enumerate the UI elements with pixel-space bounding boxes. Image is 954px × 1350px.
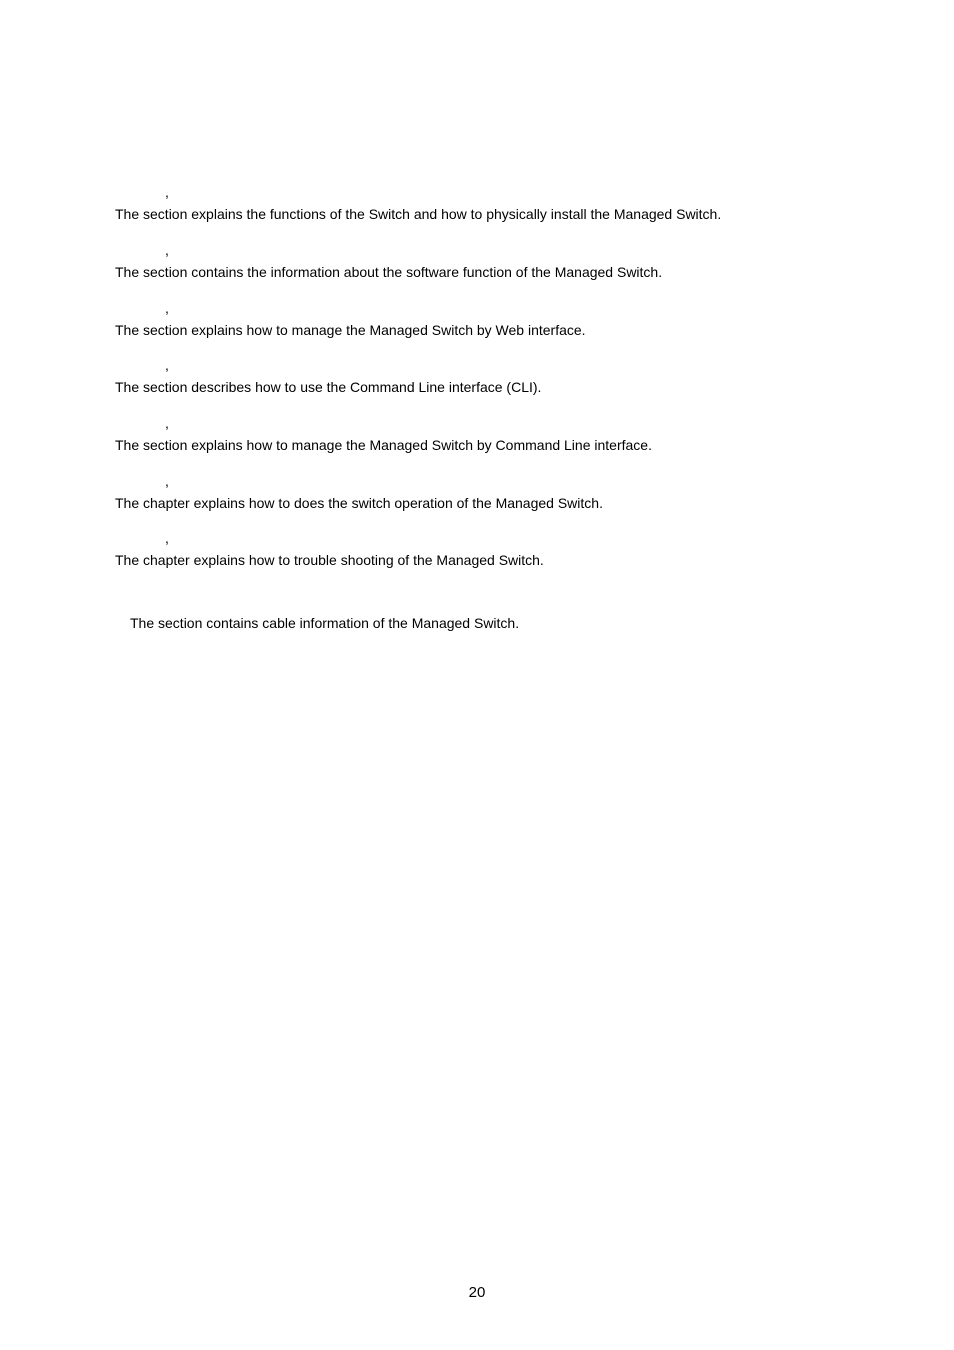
entry-marker: , xyxy=(165,415,169,431)
entry-marker: , xyxy=(165,300,169,316)
entry-marker: , xyxy=(165,530,169,546)
entry-description: The section describes how to use the Command Line interface (CLI). xyxy=(115,379,542,395)
page-number: 20 xyxy=(468,1284,486,1301)
entry-marker: , xyxy=(165,242,169,258)
entry-marker: , xyxy=(165,357,169,373)
entry-marker: , xyxy=(165,184,169,200)
entry-description: The section contains the information about the software function of the Managed Switch. xyxy=(115,264,663,280)
entry-marker: , xyxy=(165,473,169,489)
entry-description: The chapter explains how to trouble shooting of the Managed Switch. xyxy=(115,552,544,568)
appendix-description: The section contains cable information of the Managed Switch. xyxy=(130,615,520,631)
entry-description: The section explains the functions of the Switch and how to physically install the Managed Switch. xyxy=(115,206,722,222)
entry-description: The chapter explains how to does the switch operation of the Managed Switch. xyxy=(115,495,603,511)
entry-description: The section explains how to manage the Managed Switch by Command Line interface. xyxy=(115,437,652,453)
entry-description: The section explains how to manage the Managed Switch by Web interface. xyxy=(115,322,586,338)
